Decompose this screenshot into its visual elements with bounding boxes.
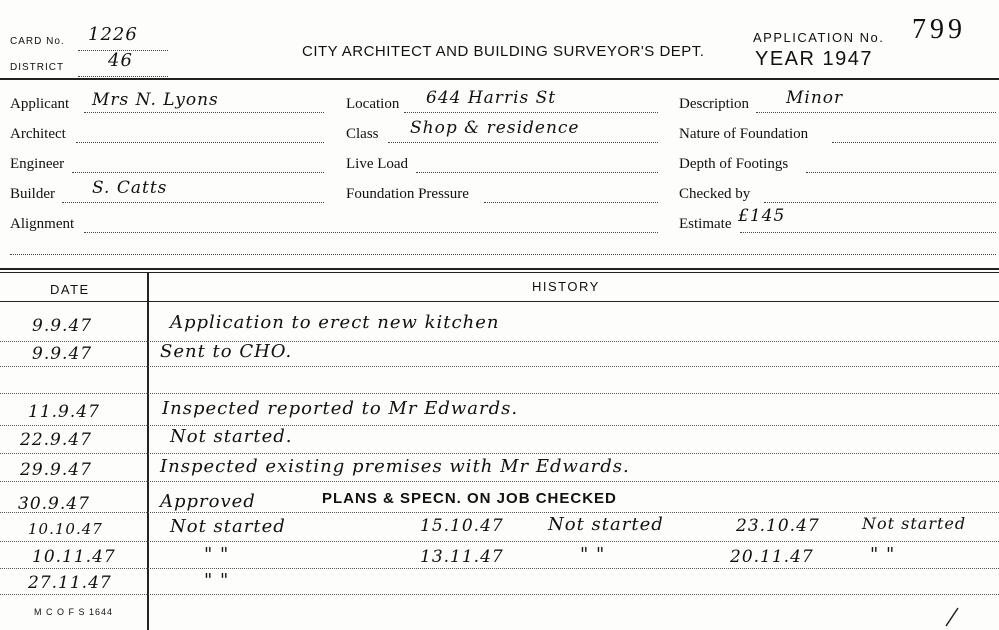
history-entry: Inspected existing premises with Mr Edwards. xyxy=(160,456,630,477)
description-label: Description xyxy=(679,96,749,112)
application-no-value: 799 xyxy=(912,14,966,45)
application-no-label: APPLICATION No. xyxy=(753,30,885,45)
history-entry: " " xyxy=(204,570,230,591)
table-top-rule-thin xyxy=(0,272,999,273)
history-entry: Inspected reported to Mr Edwards. xyxy=(162,398,519,419)
alignment-label: Alignment xyxy=(10,216,75,232)
builder-value: S. Catts xyxy=(92,178,168,198)
live-load-label: Live Load xyxy=(346,156,409,172)
district-value: 46 xyxy=(108,50,133,71)
row-line xyxy=(0,453,999,454)
applicant-value: Mrs N. Lyons xyxy=(92,90,219,110)
row-line xyxy=(0,425,999,426)
history-date: 22.9.47 xyxy=(20,430,92,450)
row-line xyxy=(0,366,999,367)
row-line xyxy=(0,481,999,482)
applicant-label: Applicant xyxy=(10,96,70,112)
history-entry: Sent to CHO. xyxy=(160,341,293,362)
class-value: Shop & residence xyxy=(410,118,580,138)
estimate-line xyxy=(740,232,996,233)
row-line xyxy=(0,541,999,542)
foundation-pressure-line xyxy=(484,202,658,203)
row-line xyxy=(0,512,999,513)
separator-dotted-line xyxy=(10,254,996,255)
history-date: 9.9.47 xyxy=(32,316,93,336)
nature-of-foundation-label: Nature of Foundation xyxy=(679,126,809,142)
foundation-pressure-label: Foundation Pressure xyxy=(346,186,469,202)
history-column-header: HISTORY xyxy=(532,279,600,294)
history-inline-date: 15.10.47 xyxy=(420,516,504,536)
architect-label: Architect xyxy=(10,126,66,142)
history-date: 29.9.47 xyxy=(20,460,92,480)
history-date: 27.11.47 xyxy=(28,573,112,593)
pen-mark xyxy=(940,600,970,630)
engineer-label: Engineer xyxy=(10,156,65,172)
location-value: 644 Harris St xyxy=(426,88,557,108)
form-code: M C O F S 1644 xyxy=(34,607,114,617)
builder-line xyxy=(62,202,324,203)
history-date: 9.9.47 xyxy=(32,344,93,364)
history-inline-entry: Not started xyxy=(862,514,967,533)
location-label: Location xyxy=(346,96,400,112)
district-label: DISTRICT xyxy=(10,62,65,73)
estimate-label: Estimate xyxy=(679,216,732,232)
builder-label: Builder xyxy=(10,186,55,202)
row-line xyxy=(0,568,999,569)
row-line xyxy=(0,594,999,595)
history-inline-entry: " " xyxy=(580,544,606,565)
department-title: CITY ARCHITECT AND BUILDING SURVEYOR'S DEPT. xyxy=(302,43,705,60)
history-entry: Approved xyxy=(160,491,256,512)
engineer-line xyxy=(72,172,324,173)
estimate-value: £145 xyxy=(738,206,786,226)
header-rule xyxy=(0,78,999,80)
history-inline-entry: Not started xyxy=(548,514,664,535)
row-line xyxy=(0,393,999,394)
live-load-line xyxy=(416,172,658,173)
alignment-line xyxy=(84,232,658,233)
year-label: YEAR 1947 xyxy=(755,48,874,70)
depth-of-footings-label: Depth of Footings xyxy=(679,156,789,172)
checked-by-label: Checked by xyxy=(679,186,751,202)
date-column-header: DATE xyxy=(50,282,90,297)
description-value: Minor xyxy=(786,88,844,108)
history-inline-date: 20.11.47 xyxy=(730,547,814,567)
district-line xyxy=(78,76,168,77)
history-date: 11.9.47 xyxy=(28,402,100,422)
row-line xyxy=(0,341,999,342)
depth-of-footings-line xyxy=(806,172,996,173)
table-top-rule xyxy=(0,268,999,270)
card-no-value: 1226 xyxy=(88,24,138,45)
history-date: 10.10.47 xyxy=(28,520,103,538)
history-entry: Application to erect new kitchen xyxy=(170,312,500,333)
history-entry: Not started. xyxy=(170,426,293,447)
card-no-label: CARD No. xyxy=(10,36,65,47)
checked-by-line xyxy=(764,202,996,203)
history-date: 10.11.47 xyxy=(32,547,116,567)
history-inline-date: 13.11.47 xyxy=(420,547,504,567)
history-entry: " " xyxy=(204,544,230,565)
history-inline-date: 23.10.47 xyxy=(736,516,820,536)
history-inline-entry: " " xyxy=(870,544,896,565)
history-entry: Not started xyxy=(170,516,286,537)
history-date: 30.9.47 xyxy=(18,494,90,514)
nature-of-foundation-line xyxy=(832,142,996,143)
location-line xyxy=(404,112,658,113)
description-line xyxy=(756,112,996,113)
table-column-divider xyxy=(147,273,149,630)
class-label: Class xyxy=(346,126,379,142)
table-header-rule xyxy=(0,301,999,302)
class-line xyxy=(388,142,658,143)
plans-checked-stamp: PLANS & SPECN. ON JOB CHECKED xyxy=(322,490,617,507)
applicant-line xyxy=(84,112,324,113)
architect-line xyxy=(76,142,324,143)
